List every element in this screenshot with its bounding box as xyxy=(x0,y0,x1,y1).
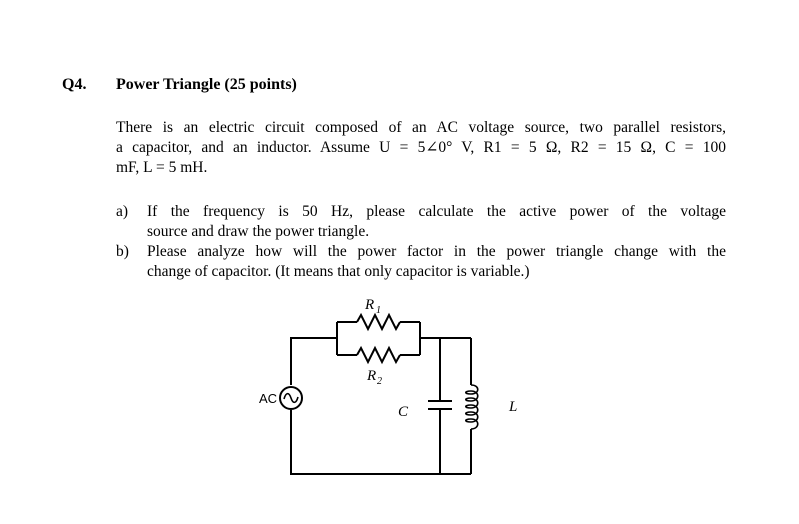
item-line: change of capacitor. (It means that only capacitor is variable.) xyxy=(147,263,530,280)
resistor-r1 xyxy=(357,315,400,329)
item-line: Please analyze how will the power factor in the power triangle change with the xyxy=(147,243,726,260)
source-label: AC xyxy=(259,391,278,406)
intro-line: There is an electric circuit composed of an AC voltage source, two parallel resistors, xyxy=(116,119,726,136)
resistor-r2 xyxy=(357,348,400,362)
intro-line: a capacitor, and an inductor. Assume U = 5∠0° V, R1 = 5 Ω, R2 = 15 Ω, C = 100 xyxy=(116,139,726,156)
question-title: Power Triangle (25 points) xyxy=(116,76,297,93)
item-line: If the frequency is 50 Hz, please calculate the active power of the voltage xyxy=(147,203,726,220)
capacitor-label: C xyxy=(398,404,409,420)
item-marker: b) xyxy=(116,243,129,260)
intro-line: mF, L = 5 mH. xyxy=(116,159,208,176)
r2-label: R xyxy=(367,368,377,384)
inductor-label: L xyxy=(509,399,518,415)
r2-subscript: 2 xyxy=(377,376,382,387)
r1-subscript: 1 xyxy=(376,305,381,316)
item-marker: a) xyxy=(116,203,129,220)
inductor-coil xyxy=(466,385,478,429)
r1-label: R xyxy=(365,297,375,313)
question-number: Q4. xyxy=(62,76,87,93)
item-line: source and draw the power triangle. xyxy=(147,223,370,240)
